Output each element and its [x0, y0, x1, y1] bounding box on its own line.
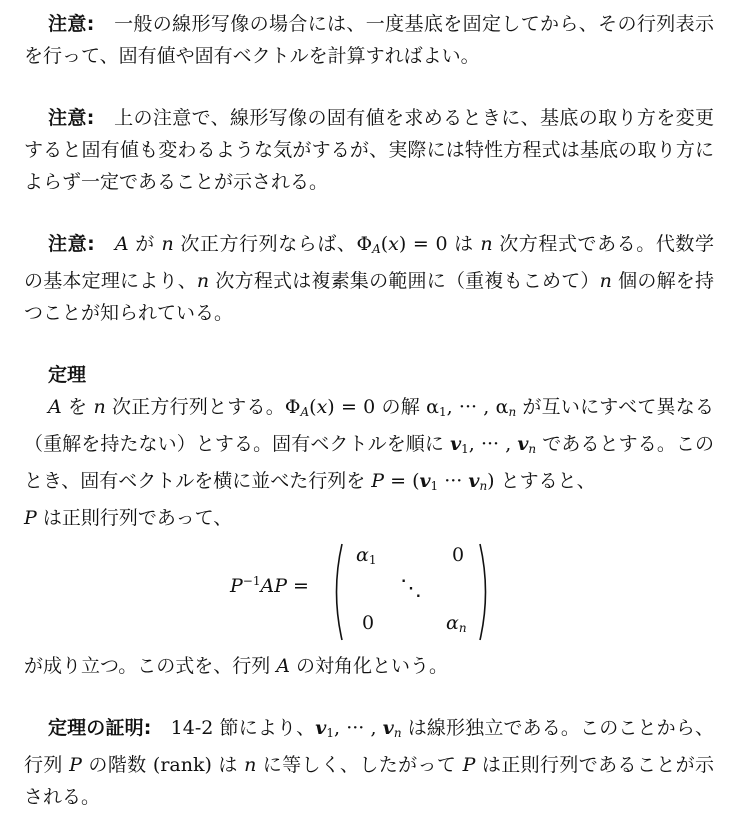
- math-sub: A: [300, 405, 310, 419]
- math-sub: A: [372, 242, 381, 256]
- text-run: ) = 0 の解 α: [327, 396, 439, 418]
- text-run: であるとする。このとき、固有ベクトルを横に並べた行列を: [24, 433, 714, 492]
- math-var: x: [388, 233, 399, 255]
- math-vector: v: [517, 433, 529, 455]
- math-var: α: [446, 612, 459, 634]
- math-var: P: [230, 575, 243, 597]
- math-sub: n: [508, 405, 517, 419]
- text-run: = (: [384, 470, 420, 492]
- math-vector: v: [450, 433, 462, 455]
- math-var: n: [161, 233, 174, 255]
- matrix-cell-22: [446, 612, 467, 635]
- math-vector: v: [315, 717, 327, 739]
- math-vector: v: [419, 470, 431, 492]
- text-run: , ··· ,: [333, 717, 383, 739]
- math-sub: n: [458, 621, 467, 635]
- math-var: A: [48, 396, 62, 418]
- math-var: A: [114, 233, 129, 255]
- text-run: の対角化という。: [290, 655, 449, 677]
- matrix-cell-11: [356, 544, 376, 567]
- text-run: は線形独立である。このことから、行列: [24, 717, 714, 776]
- math-sub: n: [528, 442, 537, 456]
- math-var: n: [93, 396, 106, 418]
- text-run: が成り立つ。この式を、行列: [24, 655, 277, 677]
- text-run: , ··· , α: [446, 396, 509, 418]
- math-var: α: [356, 544, 369, 566]
- matrix-cell-21: 0: [362, 612, 375, 634]
- math-var: P: [371, 470, 385, 492]
- after-matrix-text: [24, 650, 714, 682]
- math-sub: 1: [430, 479, 439, 493]
- text-run: 次正方行列とする。Φ: [105, 396, 301, 418]
- math-var: x: [316, 396, 328, 418]
- note-1-label: 注意:: [48, 13, 95, 35]
- text-run: 次方程式である。代数学の基本定理により、: [24, 233, 714, 292]
- text-run: を: [61, 396, 94, 418]
- text-run: ) = 0 は: [398, 233, 481, 255]
- matrix-cell-12: 0: [452, 544, 465, 566]
- text-run: ) とすると、: [487, 470, 596, 492]
- text-run: (: [309, 396, 317, 418]
- text-run: (: [380, 233, 389, 255]
- text-run: ···: [438, 470, 469, 492]
- note-3: [24, 228, 714, 329]
- math-var: n: [599, 270, 612, 292]
- diagonal-dots: ⋱: [400, 576, 422, 601]
- math-sub: n: [393, 726, 402, 740]
- document-page: [24, 8, 714, 813]
- text-run: が: [128, 233, 162, 255]
- proof: [24, 712, 714, 813]
- theorem-heading: [24, 359, 714, 391]
- note-2-text: 上の注意で、線形写像の固有値を求めるときに、基底の取り方を変更すると固有値も変わるような気がするが、実際には特性方程式は基底の取り方によらず一定であることが示される。: [24, 107, 714, 193]
- math-var: n: [244, 754, 257, 776]
- math-vector: v: [382, 717, 394, 739]
- equals-sign: =: [287, 575, 309, 597]
- diagonalization-equation: [24, 542, 714, 642]
- note-1-text: 一般の線形写像の場合には、一度基底を固定してから、その行列表示を行って、固有値や固有ベクトルを計算すればよい。: [24, 13, 714, 67]
- left-paren: [330, 542, 344, 642]
- math-sub: n: [479, 479, 488, 493]
- math-var: P: [69, 754, 82, 776]
- text-run: は正則行列であって、: [36, 507, 233, 529]
- text-run: , ··· ,: [468, 433, 518, 455]
- math-sub: 1: [461, 442, 469, 456]
- text-run: に等しく、したがって: [256, 754, 463, 776]
- note-3-label: 注意:: [48, 233, 95, 255]
- theorem-body: [24, 391, 714, 534]
- right-paren: [478, 542, 492, 642]
- math-var: P: [462, 754, 476, 776]
- text-run: 次正方行列ならば、Φ: [173, 233, 373, 255]
- math-sub: 1: [326, 726, 334, 740]
- text-run: の階数 (rank) は: [81, 754, 245, 776]
- math-var: n: [480, 233, 493, 255]
- equation-lhs: [230, 574, 309, 597]
- text-run: が互いにすべて異なる（重解を持たない）とする。固有ベクトルを順に: [24, 396, 714, 455]
- text-run: 14-2 節により、: [170, 717, 316, 739]
- text-run: 個の解を持つことが知られている。: [24, 270, 714, 324]
- note-2: [24, 102, 714, 198]
- math-sup: −1: [242, 574, 261, 588]
- text-run: は正則行列であることが示される。: [24, 754, 714, 808]
- math-var: n: [196, 270, 210, 292]
- note-1: [24, 8, 714, 72]
- math-sub: 1: [368, 553, 377, 567]
- text-run: 次方程式は複素集の範囲に（重複もこめて）: [209, 270, 600, 292]
- math-var: P: [24, 507, 37, 529]
- theorem-label: 定理: [48, 364, 87, 386]
- math-var: A: [276, 655, 291, 677]
- proof-label: 定理の証明:: [48, 717, 152, 739]
- math-sub: 1: [439, 405, 447, 419]
- note-2-label: 注意:: [48, 107, 95, 129]
- math-var: AP: [260, 575, 288, 597]
- math-vector: v: [468, 470, 480, 492]
